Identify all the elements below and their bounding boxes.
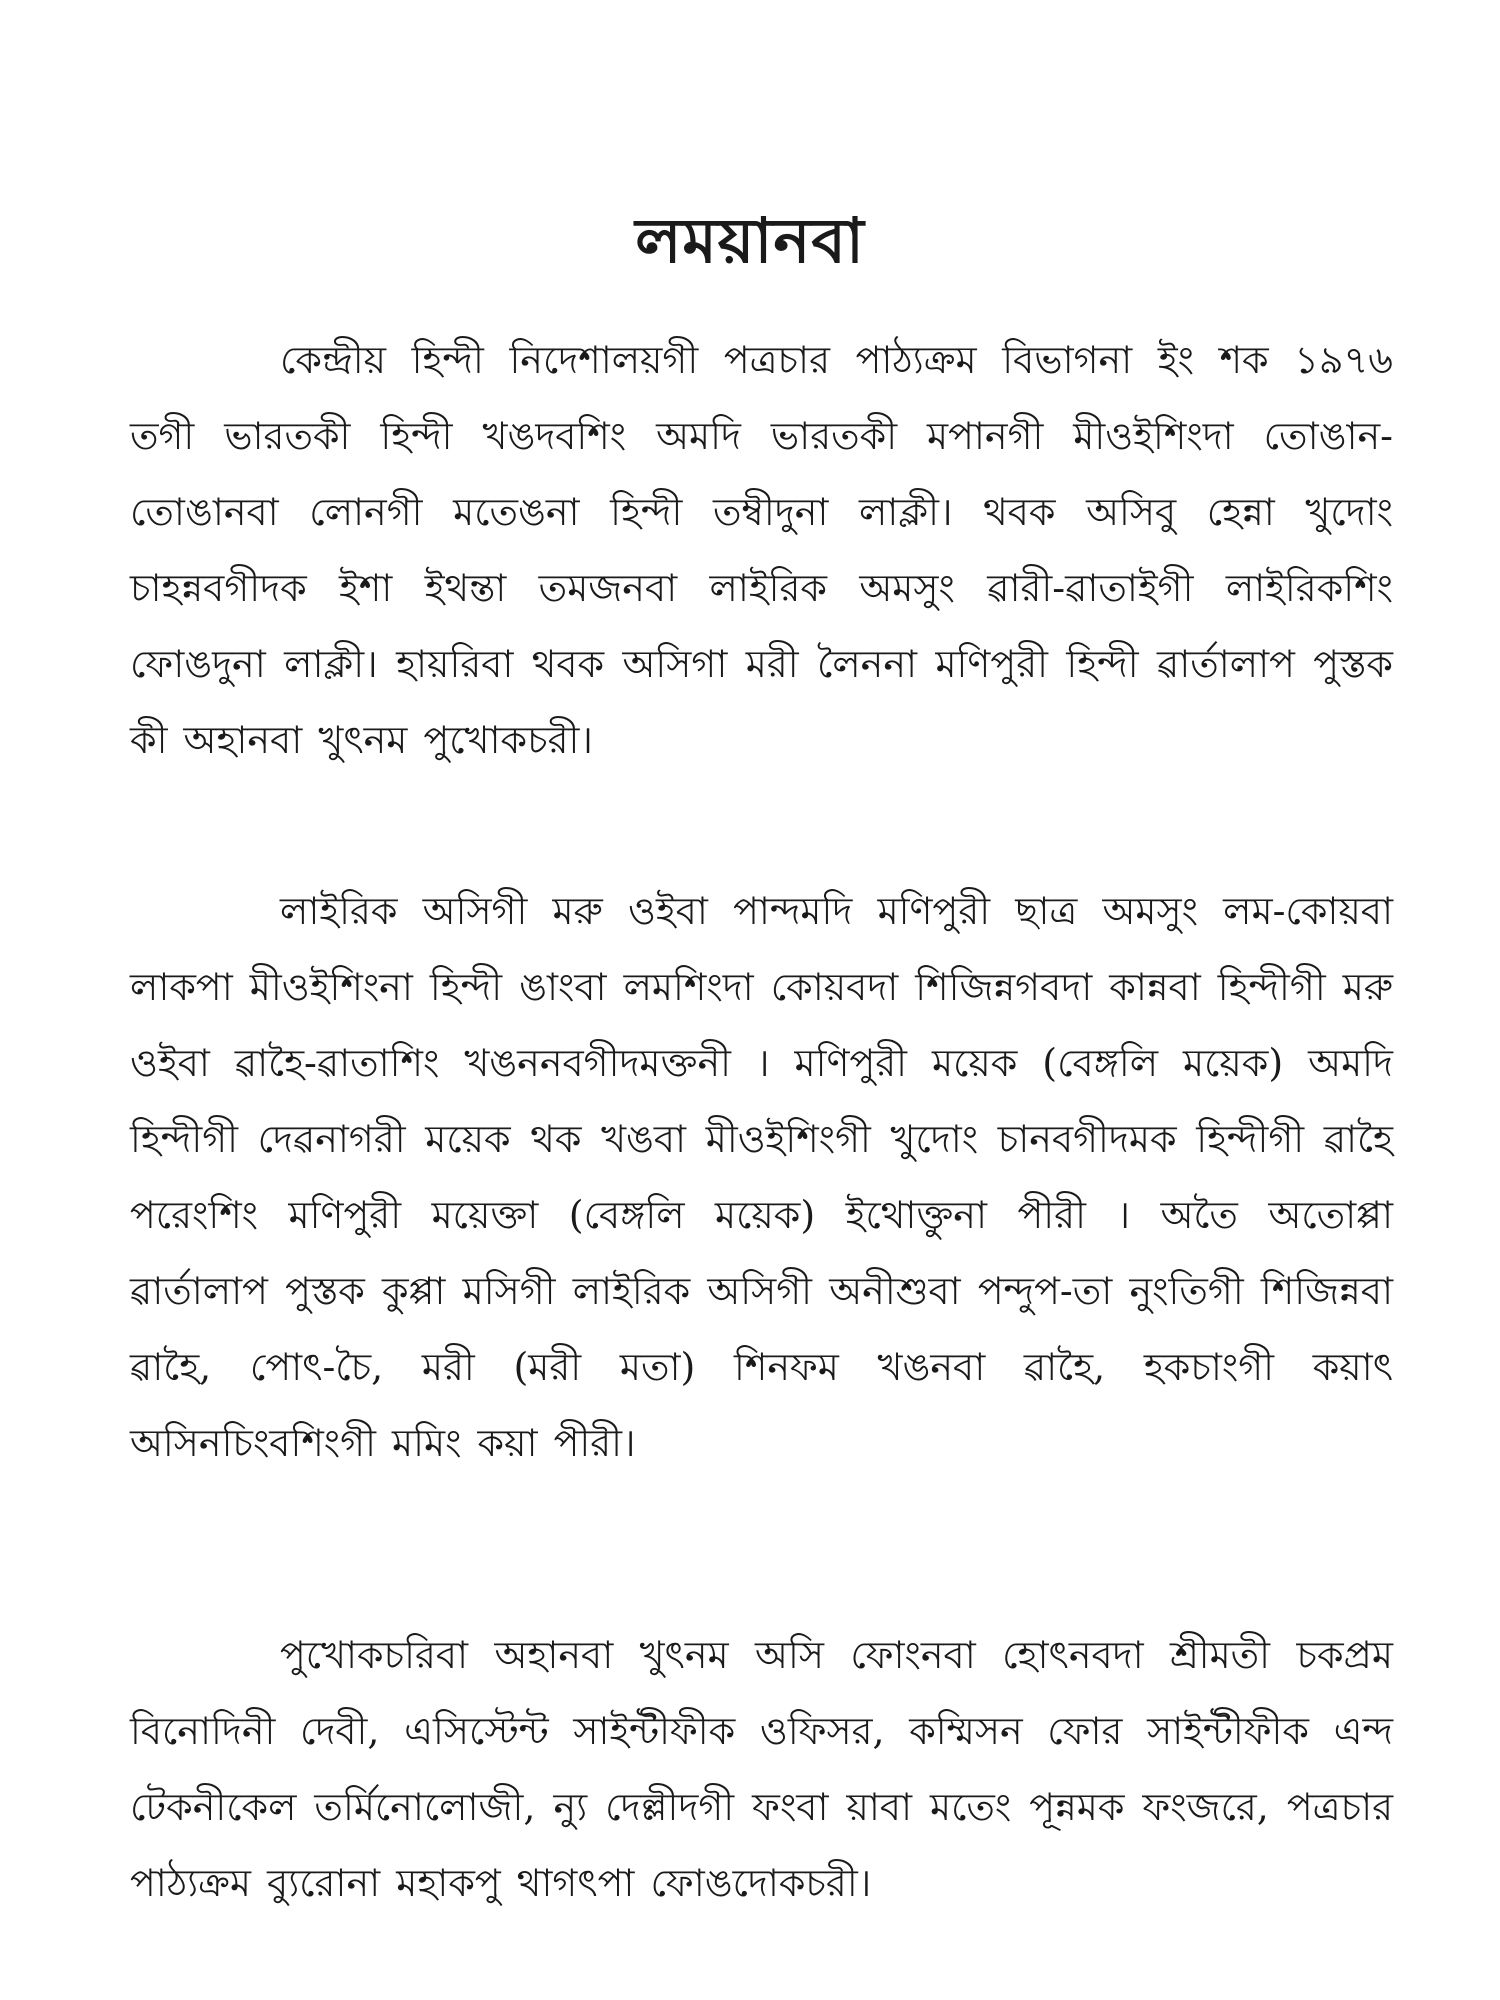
page-title: লময়ানবা [635,203,865,277]
paragraph: লাইরিক অসিগী মরু ওইবা পান্দমদি মণিপুরী ছাত্র অমসুং লম-কোয়বা লাকপা মীওইশিংনা হিন্দী ঙাংবা লমশিংদা কোয়বদা শিজিন্নগবদা কান্নবা হিন্দীগী মরু ওইবা ৱাহৈ-ৱাতাশিং খঙননবগীদমক্তনী । মণিপুরী ময়েক (বেঙ্গলি ময়েক) অমদি হিন্দীগী দেৱনাগরী ময়েক থক খঙবা মীওইশিংগী খুদোং চানবগীদমক হিন্দীগী ৱাহৈ পরেংশিং মণিপুরী ময়েক্তা (বেঙ্গলি ময়েক) ইথোক্তুনা পীরী । অতৈ অতোপ্পা ৱার্তালাপ পুস্তক কুপ্পা মসিগী লাইরিক অসিগী অনীশুবা পন্দুপ-তা নুংতিগী শিজিন্নবা ৱাহৈ, পোৎ-চৈ, মরী (মরী মতা) শিনফম খঙনবা ৱাহৈ, হকচাংগী কয়াৎ অসিনচিংবশিংগী মমিং কয়া পীরী। [130,889,1393,1465]
paragraph: পুখোকচরিবা অহানবা খুৎনম অসি ফোংনবা হোৎনবদা শ্রীমতী চকপ্রম বিনোদিনী দেবী, এসিস্টেন্ট সাইন্টীফীক ওফিসর, কম্মিসন ফোর সাইন্টীফীক এন্দ টেকনীকেল তর্মিনোলোজী, ন্যু দেল্লীদগী ফংবা য়াবা মতেং পূন্নমক ফংজরে, পত্রচার পাঠ্যক্রম ব্যুরোনা মহাকপু থাগৎপা ফোঙদোকচরী। [130,1633,1393,1905]
paragraph: কেন্দ্রীয় হিন্দী নিদেশালয়গী পত্রচার পাঠ্যক্রম বিভাগনা ইং শক ১৯৭৬ তগী ভারতকী হিন্দী খঙদবশিং অমদি ভারতকী মপানগী মীওইশিংদা তোঙান-তোঙানবা লোনগী মতেঙনা হিন্দী তম্বীদুনা লাক্লী। থবক অসিবু হেন্না খুদোং চাহন্নবগীদক ইশা ইথন্তা তমজনবা লাইরিক অমসুং ৱারী-ৱাতাইগী লাইরিকশিং ফোঙদুনা লাক্লী। হায়রিবা থবক অসিগা মরী লৈননা মণিপুরী হিন্দী ৱার্তালাপ পুস্তক কী অহানবা খুৎনম পুখোকচরী। [130,338,1393,762]
